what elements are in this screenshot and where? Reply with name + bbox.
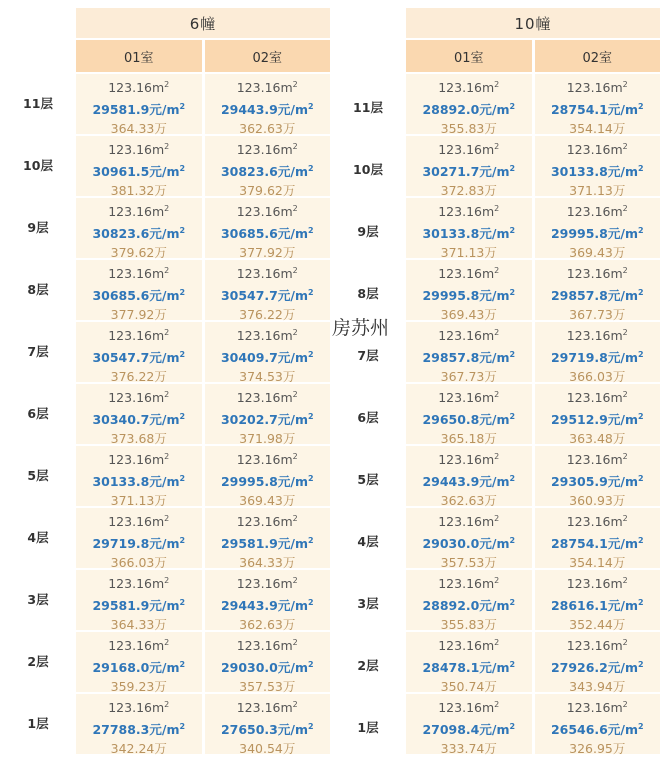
unit-cell xyxy=(202,260,331,323)
unit-total: 381.32万 xyxy=(110,183,167,199)
unit-price: 30961.5元$/m^2$ xyxy=(92,164,186,180)
unit-cell xyxy=(406,570,532,633)
unit-total: 359.23万 xyxy=(110,679,167,695)
unit-price: 29719.8元$/m^2$ xyxy=(550,350,644,366)
unit-cell xyxy=(532,384,660,447)
unit-price: 30823.6元$/m^2$ xyxy=(92,226,186,242)
unit-total: 360.93万 xyxy=(569,493,626,509)
unit-cell xyxy=(202,694,331,757)
unit-area: $123.16m^2$ xyxy=(566,700,628,716)
unit-area: $123.16m^2$ xyxy=(438,204,500,220)
unit-cell xyxy=(76,136,202,199)
unit-price: 28616.1元$/m^2$ xyxy=(550,598,644,614)
unit-cell xyxy=(202,570,331,633)
floor-label: 10层 xyxy=(23,158,53,173)
building-6-table xyxy=(76,8,330,756)
unit-total: 362.63万 xyxy=(440,493,497,509)
unit-area: $123.16m^2$ xyxy=(236,700,298,716)
unit-total: 357.53万 xyxy=(239,679,296,695)
unit-area: $123.16m^2$ xyxy=(566,638,628,654)
unit-area: $123.16m^2$ xyxy=(236,204,298,220)
table-row xyxy=(406,322,660,384)
unit-cell xyxy=(76,322,202,385)
table-row xyxy=(76,446,330,508)
unit-area: $123.16m^2$ xyxy=(438,142,500,158)
unit-area: $123.16m^2$ xyxy=(108,142,170,158)
unit-area: $123.16m^2$ xyxy=(438,80,500,96)
unit-area: $123.16m^2$ xyxy=(236,514,298,530)
floor-label: 5层 xyxy=(357,472,379,487)
unit-area: $123.16m^2$ xyxy=(108,638,170,654)
table-row xyxy=(76,632,330,694)
building-title: 10幢 xyxy=(406,8,660,40)
unit-area: $123.16m^2$ xyxy=(236,80,298,96)
unit-cell xyxy=(406,260,532,323)
unit-total: 343.94万 xyxy=(569,679,626,695)
room-header-row xyxy=(406,40,660,74)
unit-total: 367.73万 xyxy=(569,307,626,323)
unit-area: $123.16m^2$ xyxy=(566,576,628,592)
building-6-rows xyxy=(76,74,330,756)
unit-cell xyxy=(76,384,202,447)
unit-cell xyxy=(76,694,202,757)
unit-price: 28892.0元$/m^2$ xyxy=(422,598,516,614)
unit-area: $123.16m^2$ xyxy=(108,576,170,592)
unit-price: 30133.8元$/m^2$ xyxy=(92,474,186,490)
unit-price: 30409.7元$/m^2$ xyxy=(220,350,314,366)
unit-price: 27788.3元$/m^2$ xyxy=(92,722,186,738)
unit-price: 29512.9元$/m^2$ xyxy=(550,412,644,428)
unit-price: 29995.8元$/m^2$ xyxy=(220,474,314,490)
unit-cell xyxy=(202,198,331,261)
room-header-row xyxy=(76,40,330,74)
unit-price: 29581.9元$/m^2$ xyxy=(92,598,186,614)
unit-price: 30823.6元$/m^2$ xyxy=(220,164,314,180)
unit-price: 30340.7元$/m^2$ xyxy=(92,412,186,428)
unit-cell xyxy=(406,136,532,199)
unit-price: 29650.8元$/m^2$ xyxy=(422,412,516,428)
unit-cell xyxy=(76,446,202,509)
unit-area: $123.16m^2$ xyxy=(236,266,298,282)
table-row xyxy=(406,260,660,322)
unit-cell xyxy=(532,198,660,261)
table-row xyxy=(76,198,330,260)
unit-total: 377.92万 xyxy=(110,307,167,323)
unit-area: $123.16m^2$ xyxy=(438,638,500,654)
unit-price: 29443.9元$/m^2$ xyxy=(422,474,516,490)
unit-price: 29995.8元$/m^2$ xyxy=(550,226,644,242)
unit-cell xyxy=(532,632,660,695)
table-row xyxy=(406,632,660,694)
floor-label: 10层 xyxy=(353,162,383,177)
unit-cell xyxy=(76,508,202,571)
floor-label: 6层 xyxy=(357,410,379,425)
unit-total: 362.63万 xyxy=(239,617,296,633)
unit-total: 357.53万 xyxy=(440,555,497,571)
table-row xyxy=(76,508,330,570)
unit-cell xyxy=(532,570,660,633)
unit-price: 30547.7元$/m^2$ xyxy=(92,350,186,366)
unit-price: 29995.8元$/m^2$ xyxy=(422,288,516,304)
table-row xyxy=(406,384,660,446)
unit-cell xyxy=(532,322,660,385)
unit-total: 374.53万 xyxy=(239,369,296,385)
unit-cell xyxy=(76,74,202,137)
unit-price: 30133.8元$/m^2$ xyxy=(550,164,644,180)
unit-cell xyxy=(532,136,660,199)
unit-price: 29581.9元$/m^2$ xyxy=(220,536,314,552)
unit-cell xyxy=(202,508,331,571)
unit-total: 376.22万 xyxy=(110,369,167,385)
unit-total: 377.92万 xyxy=(239,245,296,261)
unit-area: $123.16m^2$ xyxy=(108,80,170,96)
unit-area: $123.16m^2$ xyxy=(236,576,298,592)
unit-area: $123.16m^2$ xyxy=(108,204,170,220)
unit-total: 379.62万 xyxy=(110,245,167,261)
table-row xyxy=(76,570,330,632)
unit-area: $123.16m^2$ xyxy=(108,700,170,716)
table-row xyxy=(76,136,330,198)
unit-area: $123.16m^2$ xyxy=(438,514,500,530)
unit-price: 30202.7元$/m^2$ xyxy=(220,412,314,428)
floor-label: 3层 xyxy=(27,592,49,607)
unit-total: 365.18万 xyxy=(440,431,497,447)
unit-area: $123.16m^2$ xyxy=(236,452,298,468)
unit-cell xyxy=(406,74,532,137)
unit-area: $123.16m^2$ xyxy=(236,142,298,158)
unit-area: $123.16m^2$ xyxy=(438,576,500,592)
unit-area: $123.16m^2$ xyxy=(438,700,500,716)
room-header: 02室 xyxy=(532,40,660,72)
unit-total: 342.24万 xyxy=(110,741,167,757)
unit-cell xyxy=(532,446,660,509)
unit-price: 29857.8元$/m^2$ xyxy=(550,288,644,304)
building-title: 6幢 xyxy=(76,8,330,40)
table-row xyxy=(76,384,330,446)
unit-cell xyxy=(76,198,202,261)
floor-label: 2层 xyxy=(357,658,379,673)
unit-price: 28754.1元$/m^2$ xyxy=(550,536,644,552)
unit-cell xyxy=(76,260,202,323)
floor-label: 11层 xyxy=(23,96,53,111)
unit-total: 373.68万 xyxy=(110,431,167,447)
unit-cell xyxy=(406,384,532,447)
unit-cell xyxy=(532,508,660,571)
table-row xyxy=(76,694,330,756)
unit-price: 29581.9元$/m^2$ xyxy=(92,102,186,118)
unit-price: 29443.9元$/m^2$ xyxy=(220,102,314,118)
floor-label: 1层 xyxy=(357,720,379,735)
unit-cell xyxy=(202,74,331,137)
unit-cell xyxy=(202,632,331,695)
unit-area: $123.16m^2$ xyxy=(108,328,170,344)
floor-label: 6层 xyxy=(27,406,49,421)
unit-total: 340.54万 xyxy=(239,741,296,757)
unit-price: 29719.8元$/m^2$ xyxy=(92,536,186,552)
unit-price: 29443.9元$/m^2$ xyxy=(220,598,314,614)
table-row xyxy=(76,322,330,384)
unit-total: 364.33万 xyxy=(110,121,167,137)
room-header: 01室 xyxy=(406,40,532,72)
unit-cell xyxy=(532,694,660,757)
table-row xyxy=(406,570,660,632)
unit-total: 366.03万 xyxy=(110,555,167,571)
unit-area: $123.16m^2$ xyxy=(108,266,170,282)
floor-label: 4层 xyxy=(357,534,379,549)
unit-area: $123.16m^2$ xyxy=(108,390,170,406)
unit-total: 352.44万 xyxy=(569,617,626,633)
unit-total: 372.83万 xyxy=(440,183,497,199)
building-10-rows xyxy=(406,74,660,756)
unit-total: 371.13万 xyxy=(440,245,497,261)
building-10-table xyxy=(406,8,660,756)
unit-cell xyxy=(406,694,532,757)
unit-total: 371.13万 xyxy=(110,493,167,509)
table-row xyxy=(76,260,330,322)
unit-total: 364.33万 xyxy=(110,617,167,633)
room-header: 01室 xyxy=(76,40,202,72)
table-row xyxy=(76,74,330,136)
floor-label: 8层 xyxy=(27,282,49,297)
unit-cell xyxy=(406,322,532,385)
unit-area: $123.16m^2$ xyxy=(236,390,298,406)
unit-area: $123.16m^2$ xyxy=(566,266,628,282)
unit-area: $123.16m^2$ xyxy=(108,514,170,530)
unit-price: 27098.4元$/m^2$ xyxy=(422,722,516,738)
unit-total: 354.14万 xyxy=(569,555,626,571)
unit-total: 369.43万 xyxy=(239,493,296,509)
table-row xyxy=(406,198,660,260)
unit-price: 26546.6元$/m^2$ xyxy=(550,722,644,738)
floor-label: 11层 xyxy=(353,100,383,115)
floor-label: 9层 xyxy=(27,220,49,235)
unit-price: 28892.0元$/m^2$ xyxy=(422,102,516,118)
unit-area: $123.16m^2$ xyxy=(566,142,628,158)
unit-total: 362.63万 xyxy=(239,121,296,137)
unit-area: $123.16m^2$ xyxy=(438,390,500,406)
unit-total: 369.43万 xyxy=(440,307,497,323)
unit-area: $123.16m^2$ xyxy=(566,204,628,220)
floor-label: 7层 xyxy=(27,344,49,359)
unit-area: $123.16m^2$ xyxy=(566,452,628,468)
unit-total: 367.73万 xyxy=(440,369,497,385)
unit-cell xyxy=(202,446,331,509)
unit-price: 29168.0元$/m^2$ xyxy=(92,660,186,676)
floor-label: 5层 xyxy=(27,468,49,483)
floor-label: 9层 xyxy=(357,224,379,239)
floor-label: 1层 xyxy=(27,716,49,731)
room-header: 02室 xyxy=(202,40,331,72)
table-row xyxy=(406,136,660,198)
unit-area: $123.16m^2$ xyxy=(438,266,500,282)
unit-area: $123.16m^2$ xyxy=(566,390,628,406)
unit-price: 29030.0元$/m^2$ xyxy=(422,536,516,552)
table-row xyxy=(406,74,660,136)
unit-cell xyxy=(76,570,202,633)
unit-price: 29857.8元$/m^2$ xyxy=(422,350,516,366)
unit-total: 333.74万 xyxy=(440,741,497,757)
unit-total: 376.22万 xyxy=(239,307,296,323)
unit-price: 30271.7元$/m^2$ xyxy=(422,164,516,180)
unit-area: $123.16m^2$ xyxy=(438,328,500,344)
unit-cell xyxy=(532,74,660,137)
unit-cell xyxy=(406,446,532,509)
unit-cell xyxy=(202,322,331,385)
unit-cell xyxy=(202,136,331,199)
unit-price: 28478.1元$/m^2$ xyxy=(422,660,516,676)
unit-total: 355.83万 xyxy=(440,121,497,137)
unit-area: $123.16m^2$ xyxy=(566,514,628,530)
unit-total: 366.03万 xyxy=(569,369,626,385)
table-row xyxy=(406,694,660,756)
unit-price: 29305.9元$/m^2$ xyxy=(550,474,644,490)
floor-label: 8层 xyxy=(357,286,379,301)
unit-price: 27650.3元$/m^2$ xyxy=(220,722,314,738)
unit-area: $123.16m^2$ xyxy=(566,328,628,344)
unit-total: 369.43万 xyxy=(569,245,626,261)
unit-price: 30685.6元$/m^2$ xyxy=(92,288,186,304)
unit-total: 371.13万 xyxy=(569,183,626,199)
unit-cell xyxy=(76,632,202,695)
unit-cell xyxy=(406,198,532,261)
unit-total: 363.48万 xyxy=(569,431,626,447)
unit-area: $123.16m^2$ xyxy=(438,452,500,468)
unit-cell xyxy=(406,508,532,571)
floor-label: 2层 xyxy=(27,654,49,669)
unit-cell xyxy=(202,384,331,447)
unit-area: $123.16m^2$ xyxy=(236,328,298,344)
unit-price: 27926.2元$/m^2$ xyxy=(550,660,644,676)
floor-label: 4层 xyxy=(27,530,49,545)
unit-cell xyxy=(406,632,532,695)
unit-total: 326.95万 xyxy=(569,741,626,757)
unit-area: $123.16m^2$ xyxy=(236,638,298,654)
unit-total: 379.62万 xyxy=(239,183,296,199)
unit-price: 30133.8元$/m^2$ xyxy=(422,226,516,242)
floor-label: 7层 xyxy=(357,348,379,363)
unit-area: $123.16m^2$ xyxy=(566,80,628,96)
unit-price: 29030.0元$/m^2$ xyxy=(220,660,314,676)
watermark: 房苏州 xyxy=(332,317,390,339)
unit-price: 30547.7元$/m^2$ xyxy=(220,288,314,304)
table-row xyxy=(406,508,660,570)
table-row xyxy=(406,446,660,508)
unit-price: 30685.6元$/m^2$ xyxy=(220,226,314,242)
unit-total: 364.33万 xyxy=(239,555,296,571)
unit-cell xyxy=(532,260,660,323)
floor-label: 3层 xyxy=(357,596,379,611)
unit-total: 355.83万 xyxy=(440,617,497,633)
unit-total: 350.74万 xyxy=(440,679,497,695)
unit-price: 28754.1元$/m^2$ xyxy=(550,102,644,118)
unit-area: $123.16m^2$ xyxy=(108,452,170,468)
unit-total: 371.98万 xyxy=(239,431,296,447)
unit-total: 354.14万 xyxy=(569,121,626,137)
